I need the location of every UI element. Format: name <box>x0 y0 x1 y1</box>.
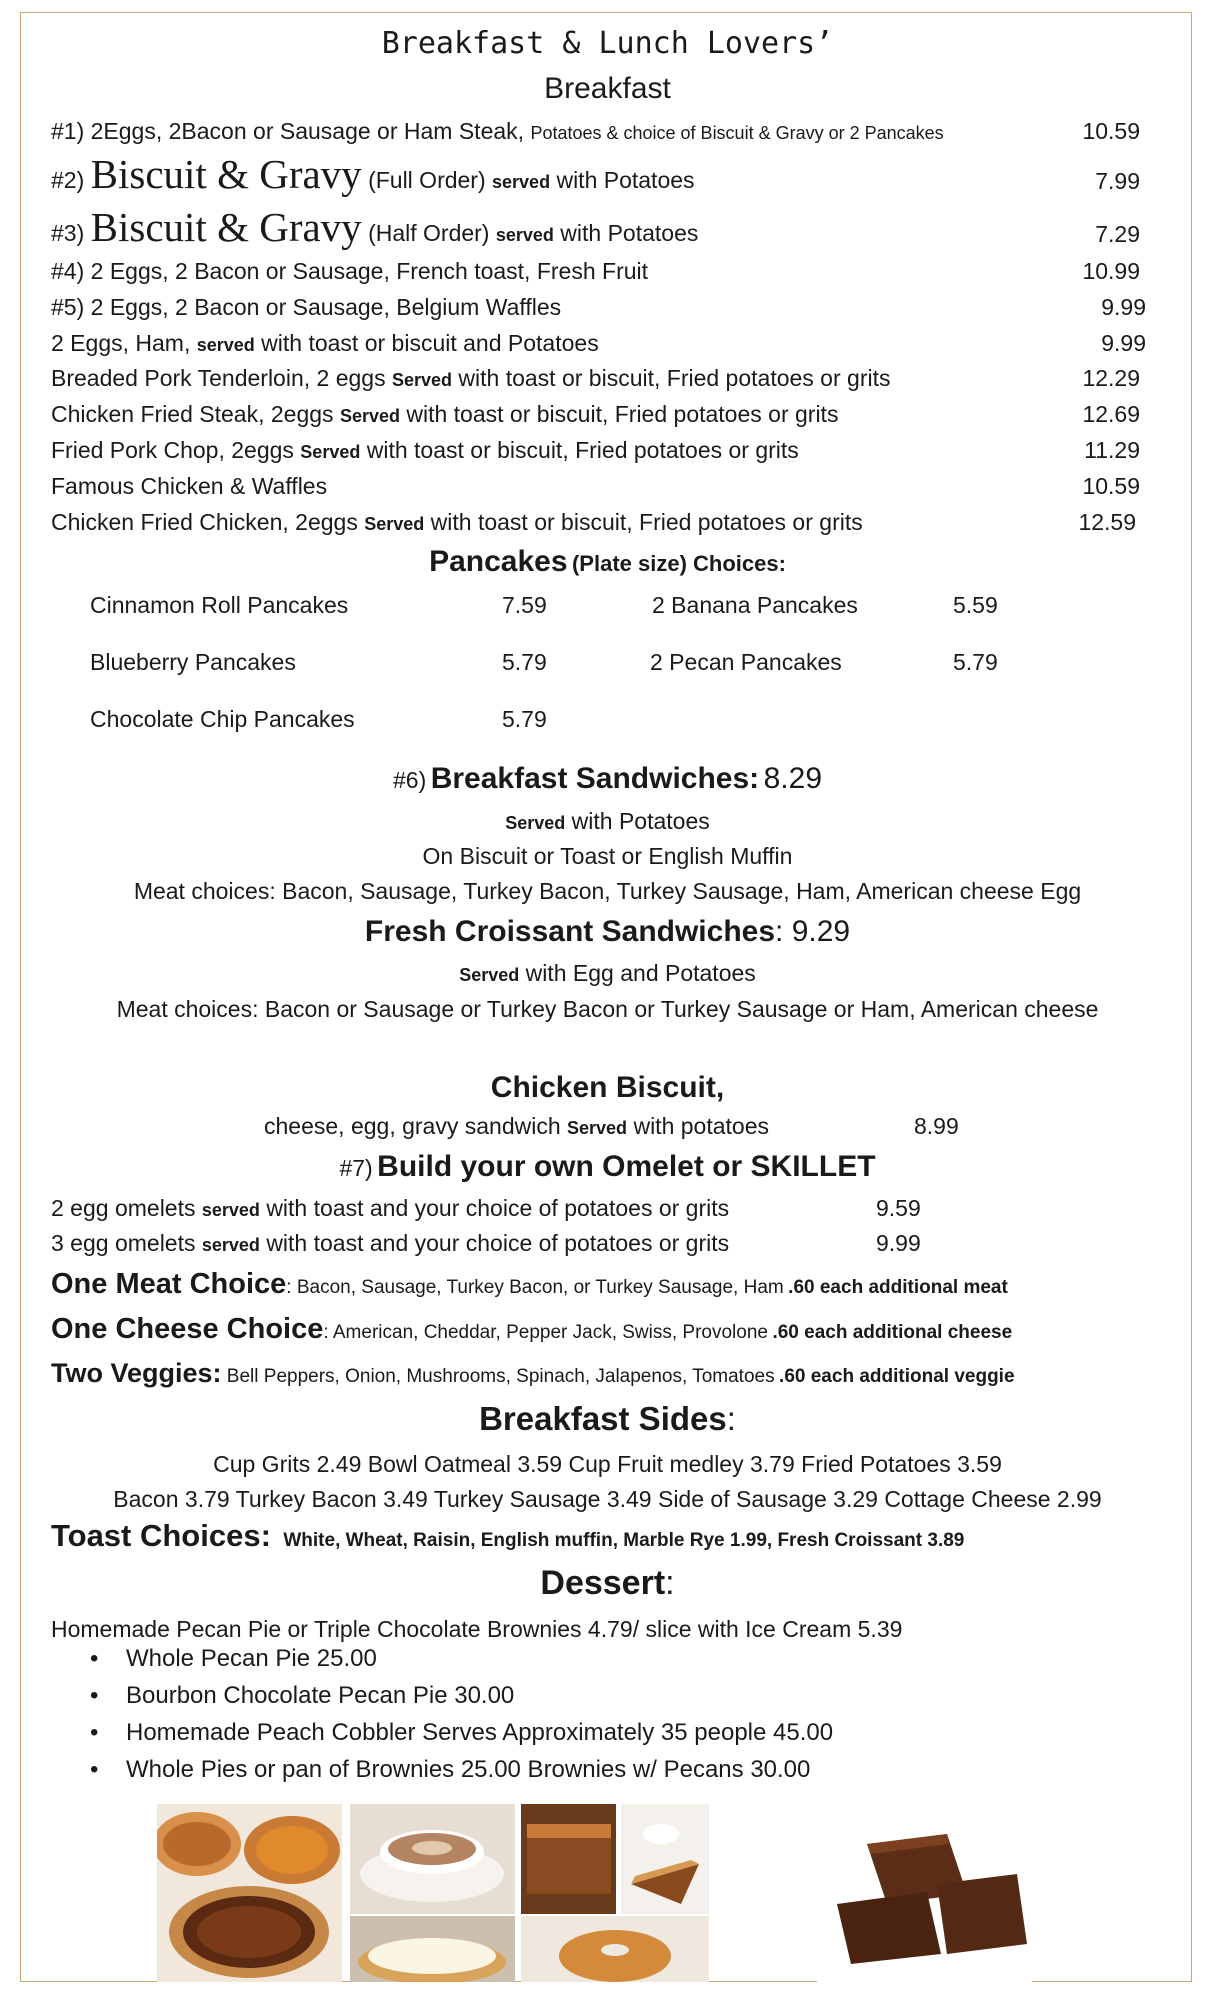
breakfast-item-4: #4) 2 Eggs, 2 Bacon or Sausage, French toast, Fresh Fruit <box>51 258 649 284</box>
omelet-item-2egg: 2 egg omelets served with toast and your choice of potatoes or grits <box>51 1195 730 1221</box>
price-item-4: 10.99 <box>1082 258 1140 284</box>
brownie-slice-photo <box>521 1804 616 1914</box>
price-item-10: 10.59 <box>1082 473 1140 499</box>
pancake-price-banana: 5.59 <box>953 592 998 618</box>
sandwiches-bread: On Biscuit or Toast or English Muffin <box>422 843 793 869</box>
pancakes-heading: Pancakes (Plate size) Choices: <box>429 545 786 578</box>
price-item-3: 7.29 <box>1095 221 1140 247</box>
sandwiches-heading: #6) Breakfast Sandwiches: 8.29 <box>392 762 822 795</box>
dessert-item: • Whole Pecan Pie 25.00 <box>90 1640 833 1677</box>
toast-choices: Toast Choices: White, Wheat, Raisin, English muffin, Marble Rye 1.99, Fresh Croissant 3.89 <box>51 1518 965 1553</box>
omelet-price-2egg: 9.59 <box>876 1195 921 1221</box>
pancake-item-chocolate-chip: Chocolate Chip Pancakes <box>90 706 355 732</box>
breakfast-item-10: Famous Chicken & Waffles <box>51 473 328 499</box>
sides-heading: Breakfast Sides: <box>479 1400 736 1437</box>
breakfast-item-11: Chicken Fried Chicken, 2eggs Served with toast or biscuit, Fried potatoes or grits <box>51 509 863 535</box>
breakfast-heading: Breakfast <box>544 72 671 105</box>
breakfast-item-6: 2 Eggs, Ham, served with toast or biscuit and Potatoes <box>51 330 599 356</box>
breakfast-item-9: Fried Pork Chop, 2eggs Served with toast or biscuit, Fried potatoes or grits <box>51 437 799 463</box>
pancake-item-blueberry: Blueberry Pancakes <box>90 649 296 675</box>
breakfast-item-5: #5) 2 Eggs, 2 Bacon or Sausage, Belgium Waffles <box>51 294 562 320</box>
sandwiches-meat-choices: Meat choices: Bacon, Sausage, Turkey Bacon, Turkey Sausage, Ham, American cheese Egg <box>133 878 1082 904</box>
sides-line-2: Bacon 3.79 Turkey Bacon 3.49 Turkey Sausage 3.49 Side of Sausage 3.29 Cottage Cheese 2.99 <box>113 1486 1102 1512</box>
dessert-heading: Dessert: <box>540 1564 675 1602</box>
chicken-biscuit-price: 8.99 <box>914 1113 959 1139</box>
price-item-11: 12.59 <box>1078 509 1136 535</box>
croissant-heading: Fresh Croissant Sandwiches: 9.29 <box>364 915 851 948</box>
dessert-item: • Whole Pies or pan of Brownies 25.00 Brownies w/ Pecans 30.00 <box>90 1751 833 1788</box>
pancake-price-pecan: 5.79 <box>953 649 998 675</box>
omelet-price-3egg: 9.99 <box>876 1230 921 1256</box>
price-item-5: 9.99 <box>1101 294 1146 320</box>
croissant-meat-choices: Meat choices: Bacon or Sausage or Turkey Bacon or Turkey Sausage or Ham, American cheese <box>116 996 1099 1022</box>
price-item-6: 9.99 <box>1101 330 1146 356</box>
coffee-photo <box>350 1804 515 1914</box>
price-item-9: 11.29 <box>1084 437 1140 463</box>
omelet-meat-choice: One Meat Choice: Bacon, Sausage, Turkey Bacon, or Turkey Sausage, Ham .60 each additional meat <box>51 1268 1008 1300</box>
pancake-price-chocolate-chip: 5.79 <box>502 706 547 732</box>
brownies-photo <box>817 1804 1032 1982</box>
pancake-item-cinnamon: Cinnamon Roll Pancakes <box>90 592 349 618</box>
pancake-item-banana: 2 Banana Pancakes <box>652 592 858 618</box>
pancake-price-cinnamon: 7.59 <box>502 592 547 618</box>
price-item-1: 10.59 <box>1082 118 1140 144</box>
sides-line-1: Cup Grits 2.49 Bowl Oatmeal 3.59 Cup Fruit medley 3.79 Fried Potatoes 3.59 <box>213 1451 1002 1477</box>
dessert-item: • Homemade Peach Cobbler Serves Approximately 35 people 45.00 <box>90 1714 833 1751</box>
dessert-item: • Bourbon Chocolate Pecan Pie 30.00 <box>90 1677 833 1714</box>
omelet-cheese-choice: One Cheese Choice: American, Cheddar, Pepper Jack, Swiss, Provolone .60 each additional cheese <box>51 1313 1013 1345</box>
breakfast-item-2: #2) Biscuit & Gravy (Full Order) served with Potatoes <box>51 151 695 197</box>
croissant-served: Served with Egg and Potatoes <box>459 960 756 986</box>
pancake-price-blueberry: 5.79 <box>502 649 547 675</box>
omelet-veggie-choice: Two Veggies: Bell Peppers, Onion, Mushrooms, Spinach, Jalapenos, Tomatoes .60 each additional veggie <box>51 1358 1015 1388</box>
omelet-heading: #7) Build your own Omelet or SKILLET <box>339 1150 876 1183</box>
breakfast-item-7: Breaded Pork Tenderloin, 2 eggs Served with toast or biscuit, Fried potatoes or grits <box>51 365 891 391</box>
bundt-cake-photo <box>521 1916 709 1982</box>
pie-slice-photo <box>621 1804 709 1914</box>
breakfast-item-3: #3) Biscuit & Gravy (Half Order) served with Potatoes <box>51 204 699 250</box>
omelet-item-3egg: 3 egg omelets served with toast and your choice of potatoes or grits <box>51 1230 730 1256</box>
menu-title: Breakfast & Lunch Lovers’ <box>381 26 834 61</box>
pies-photo <box>157 1804 342 1982</box>
price-item-2: 7.99 <box>1095 168 1140 194</box>
pancake-item-pecan: 2 Pecan Pancakes <box>650 649 842 675</box>
cream-pie-photo <box>350 1916 515 1982</box>
breakfast-item-1: #1) 2Eggs, 2Bacon or Sausage or Ham Steak, Potatoes & choice of Biscuit & Gravy or 2 Pancakes <box>51 118 944 144</box>
breakfast-item-8: Chicken Fried Steak, 2eggs Served with toast or biscuit, Fried potatoes or grits <box>51 401 839 427</box>
sandwiches-served: Served with Potatoes <box>505 808 710 834</box>
chicken-biscuit-heading: Chicken Biscuit, <box>490 1071 725 1104</box>
chicken-biscuit-desc: cheese, egg, gravy sandwich Served with potatoes <box>264 1113 769 1139</box>
price-item-7: 12.29 <box>1082 365 1140 391</box>
dessert-intro: Homemade Pecan Pie or Triple Chocolate Brownies 4.79/ slice with Ice Cream 5.39 <box>51 1616 903 1642</box>
price-item-8: 12.69 <box>1082 401 1140 427</box>
dessert-list <box>90 1640 833 1788</box>
dessert-photo-collage <box>157 1804 1032 1982</box>
